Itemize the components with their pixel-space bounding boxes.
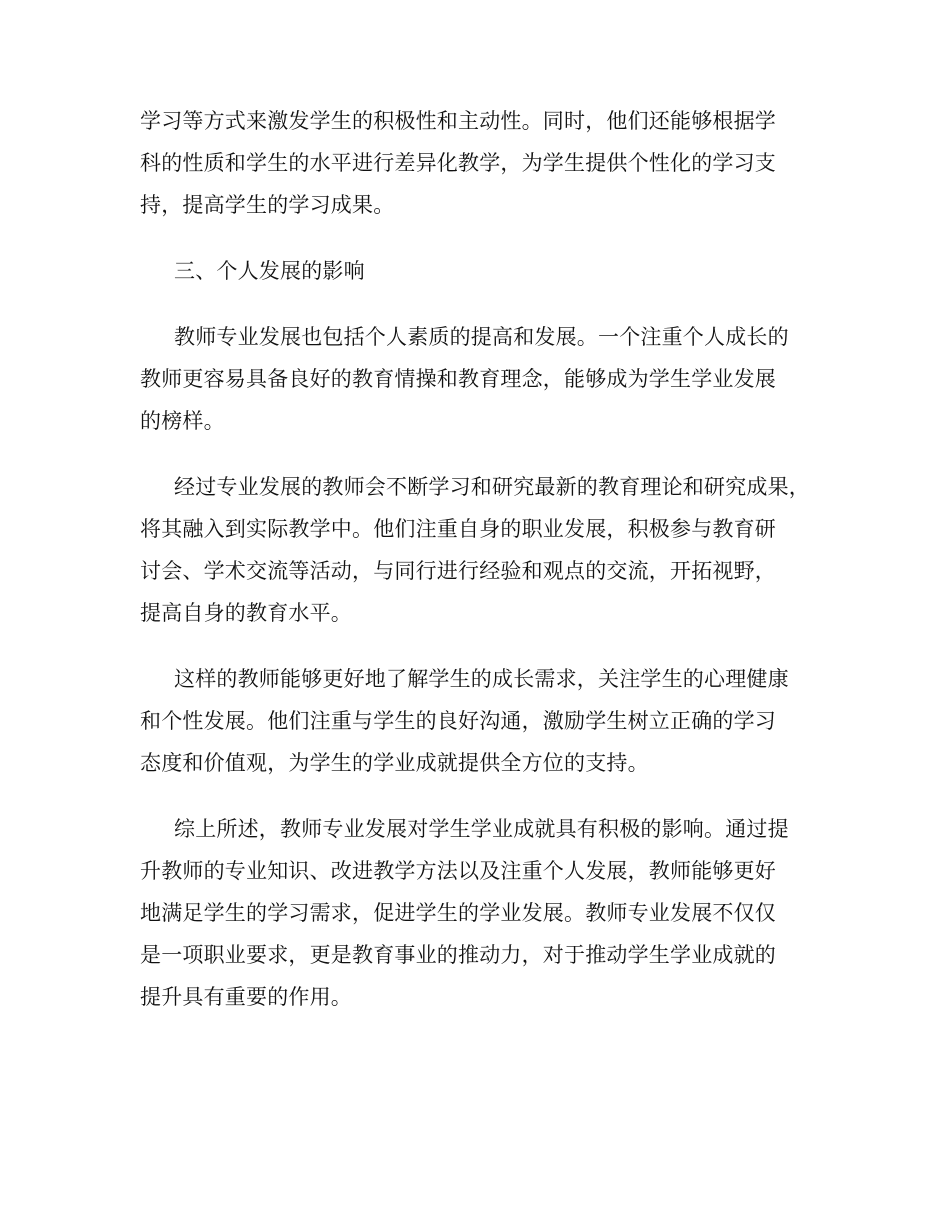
document-body bbox=[140, 100, 820, 1042]
text-line: 和个性发展。他们注重与学生的良好沟通，激励学生树立正确的学习 bbox=[140, 709, 776, 733]
paragraph bbox=[140, 658, 820, 784]
text-line: 教师专业发展也包括个人素质的提高和发展。一个注重个人成长的 bbox=[174, 325, 789, 349]
text-line: 提升具有重要的作用。 bbox=[140, 985, 352, 1009]
text-line: 这样的教师能够更好地了解学生的成长需求，关注学生的心理健康 bbox=[174, 667, 789, 691]
text-line: 态度和价值观，为学生的学业成就提供全方位的支持。 bbox=[140, 751, 649, 775]
text-line: 地满足学生的学习需求，促进学生的学业发展。教师专业发展不仅仅 bbox=[140, 901, 776, 925]
text-line: 提高自身的教育水平。 bbox=[140, 601, 352, 625]
text-line: 综上所述，教师专业发展对学生学业成就具有积极的影响。通过提 bbox=[174, 817, 789, 841]
paragraph bbox=[140, 316, 820, 442]
text-line: 经过专业发展的教师会不断学习和研究最新的教育理论和研究成果， bbox=[174, 475, 810, 499]
heading-text: 三、个人发展的影响 bbox=[174, 259, 365, 283]
text-line: 科的性质和学生的水平进行差异化教学，为学生提供个性化的学习支 bbox=[140, 151, 776, 175]
paragraph bbox=[140, 808, 820, 1018]
section-heading bbox=[140, 250, 820, 292]
text-line: 将其融入到实际教学中。他们注重自身的职业发展，积极参与教育研 bbox=[140, 517, 776, 541]
text-line: 是一项职业要求，更是教育事业的推动力，对于推动学生学业成就的 bbox=[140, 943, 776, 967]
text-line: 学习等方式来激发学生的积极性和主动性。同时，他们还能够根据学 bbox=[140, 109, 776, 133]
text-line: 讨会、学术交流等活动，与同行进行经验和观点的交流，开拓视野， bbox=[140, 559, 776, 583]
paragraph bbox=[140, 466, 820, 634]
text-line: 升教师的专业知识、改进教学方法以及注重个人发展，教师能够更好 bbox=[140, 859, 776, 883]
text-line: 持，提高学生的学习成果。 bbox=[140, 193, 395, 217]
text-line: 教师更容易具备良好的教育情操和教育理念，能够成为学生学业发展 bbox=[140, 367, 776, 391]
text-line: 的榜样。 bbox=[140, 409, 225, 433]
paragraph-continuation bbox=[140, 100, 820, 226]
